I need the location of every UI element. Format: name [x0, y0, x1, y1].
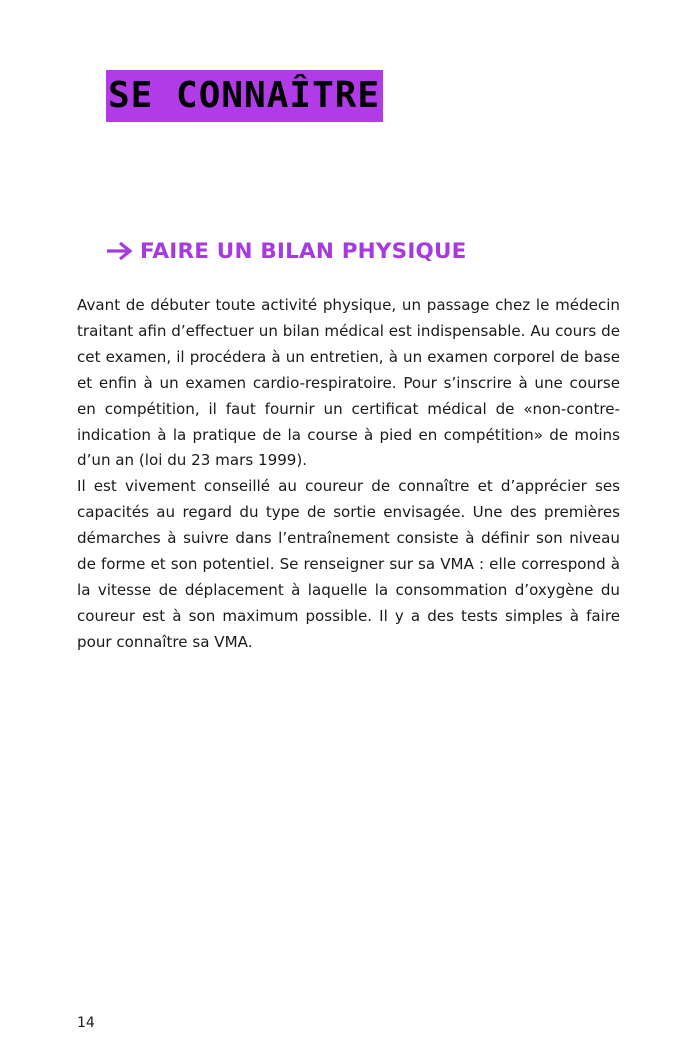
section-title: FAIRE UN BILAN PHYSIQUE	[140, 238, 467, 264]
section-heading	[104, 234, 467, 268]
page-number: 14	[77, 1015, 95, 1031]
right-arrow-icon	[104, 240, 136, 262]
chapter-title-banner	[106, 70, 383, 122]
body-text	[77, 293, 620, 656]
paragraph: Avant de débuter toute activité physique, un passage chez le médecin traitant afin d’effectuer un bilan médical est indispensable. Au cours de cet examen, il procédera à un entretien, à un examen corporel de base et enfin à un examen cardio-respiratoire. Pour s’inscrire à une course en compétition, il faut fournir un certificat médical de «non-contre-indication à la pratique de la course à pied en compétition» de moins d’un an (loi du 23 mars 1999).	[77, 296, 620, 470]
paragraph: Il est vivement conseillé au coureur de connaître et d’apprécier ses capacités au regard du type de sortie envisagée. Une des premières démarches à suivre dans l’entraînement consiste à définir son niveau de forme et son potentiel. Se renseigner sur sa VMA : elle correspond à la vitesse de déplacement à laquelle la consommation d’oxygène du coureur est à son maximum possible. Il y a des tests simples à faire pour connaître sa VMA.	[77, 477, 620, 651]
chapter-title: SE CONNAÎTRE	[108, 75, 381, 116]
